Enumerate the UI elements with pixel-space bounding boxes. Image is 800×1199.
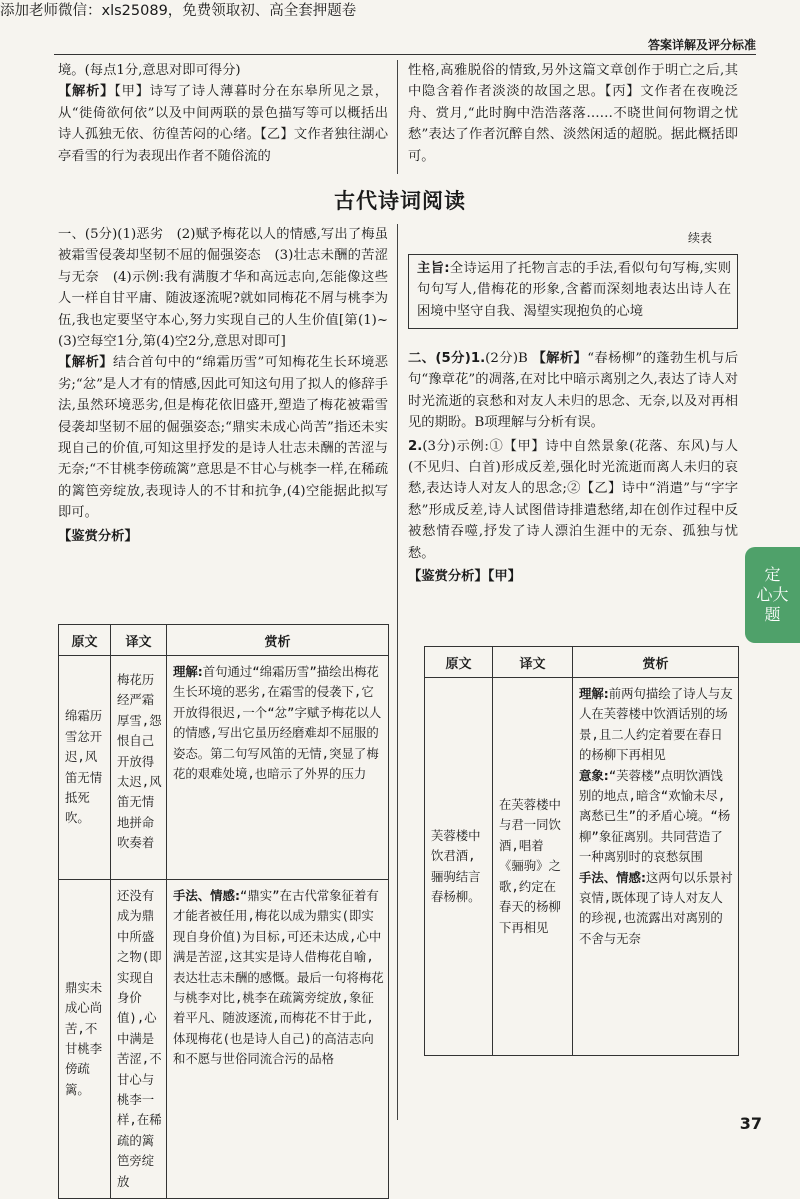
row-label: 手法、情感: [173, 888, 240, 903]
theme-box [408, 254, 738, 329]
row-appreciation: “芙蓉楼”点明饮酒饯别的地点,暗含“欢愉未尽,离愁已生”的矛盾心境。“杨柳”象征离别。共同营造了一种离别时的哀愁氛围 [579, 767, 731, 865]
q2-part2-number: 2. [408, 438, 423, 454]
table-row [59, 880, 389, 1199]
row-translation: 还没有成为鼎中所盛之物(即实现自身价值),心中满是苦涩,不甘心与桃李一样,在稀疏的篱笆旁绽放 [117, 888, 162, 1189]
table-header-row [59, 625, 389, 656]
th-appreciation: 赏析 [167, 625, 389, 656]
row-appreciation: “鼎实”在古代常象征着有才能者被任用,梅花以成为鼎实(即实现自身价值)为目标,可还未达成,心中满是苦涩,这其实是诗人借梅花自喻,表达壮志未酬的感慨。最后一句将梅花与桃李对比,桃李在疏篱旁绽放,象征着平凡、随波逐流,而梅花不甘于此,体现梅花(也是诗人自己)的高洁志向和不愿与世俗同流合污的品格 [173, 888, 384, 1067]
continued-table-label: 续表 [688, 231, 713, 245]
side-tab-text-2: 心大 [756, 585, 789, 604]
th-original: 原文 [425, 647, 493, 678]
row-appreciation: 首句通过“绵霜历雪”描绘出梅花生长环境的恶劣,在霜雪的侵袭下,它开放得很迟,一个“忿”字赋予梅花以人的情感,写出它虽历经磨难却不屈服的姿态。第二句写风笛的无情,突显了梅花的艰难处境,也暗示了外界的压力 [173, 664, 382, 782]
row-label: 手法、情感: [579, 869, 646, 885]
appreciation-label-right: 【鉴赏分析】【甲】 [408, 569, 522, 585]
row-original: 绵霜历雪忿开迟,风笛无情抵死吹。 [65, 708, 103, 826]
q2-part2-body: (3分)示例:①【甲】诗中自然景象(花落、东风)与人(不见归、白首)形成反差,强化时光流逝而离人未归的哀愁,表达诗人对友人的思念;②【乙】诗中“消遣”与“字字愁”形成反差,诗人试图借诗排遣愁绪,却在创作过程中反被愁情吞噬,抒发了诗人漂泊生涯中的无奈、孤独与忧愁。 [408, 438, 738, 561]
top-right-column [408, 60, 738, 167]
side-tab-text-3: 题 [764, 605, 781, 624]
section-side-tab[interactable] [745, 547, 800, 643]
section-title: 古代诗词阅读 [334, 189, 466, 213]
theme-text: 全诗运用了托物言志的手法,看似句句写梅,实则句句写人,借梅花的形象,含蓄而深刻地表达出诗人在困境中坚守自我、渴望实现抱负的心境 [417, 261, 731, 319]
q1-head: 一、(5分)(1)恶劣 (2)赋予梅花以人的情感,写出了梅虽被霜雪侵袭却坚韧不屈的倔强姿态 (3)壮志未酬的苦涩与无奈 (4)示例:我有满腹才华和高远志向,怎能像这些人一样自甘平庸、随波逐流呢?就如同梅花不屑与桃李为伍,我也定要坚守本心,努力实现自己的人生价值[第(1)~(3)空每空1分,第(4)空2分,意思对即可] [58, 227, 388, 350]
table-row [59, 656, 389, 880]
q1-answer [58, 224, 388, 547]
analysis-tag: 【解析】 [58, 84, 115, 100]
watermark: 添加老师微信：xls25089，免费领取初、高全套押题卷 [0, 0, 394, 22]
q2-head: (2分)B [485, 351, 528, 366]
q2-number: 二、(5分)1. [408, 351, 486, 366]
page-header: 答案详解及评分标准 [647, 38, 756, 52]
th-translation: 译文 [493, 647, 573, 678]
row-label: 理解: [579, 686, 609, 701]
th-original: 原文 [59, 625, 111, 656]
left-appreciation-table [58, 624, 389, 1199]
row-translation: 在芙蓉楼中与君一同饮酒,唱着《骊驹》之歌,约定在春天的杨柳下再相见 [499, 797, 561, 935]
side-tab-text-1: 定 [764, 565, 781, 584]
th-appreciation: 赏析 [573, 647, 739, 678]
q2-answer [408, 348, 738, 587]
table-header-row [425, 647, 739, 678]
top-left-body: 【甲】诗写了诗人薄暮时分在东皋所见之景，从“徙倚欲何依”以及中间两联的景色描写等可以概括出诗人孤独无依、彷徨苦闷的心绪。【乙】文作者独往湖心亭看雪的行为表现出作者不随俗流的 [58, 84, 388, 164]
table-row [425, 678, 739, 1056]
row-appreciation: 这两句以乐景衬哀情,既体现了诗人对友人的珍视,也流露出对离别的不舍与无奈 [579, 869, 733, 946]
column-divider-top [397, 60, 398, 174]
q2-analysis-tag: 【解析】 [532, 351, 588, 366]
appreciation-label-left: 【鉴赏分析】 [58, 528, 138, 544]
top-left-column [58, 60, 388, 167]
page-number: 37 [739, 1114, 762, 1133]
q1-body: 结合首句中的“绵霜历雪”可知梅花生长环境恶劣;“忿”是人才有的情感,因此可知这句用了拟人的修辞手法,虽然环境恶劣,但是梅花依旧盛开,塑造了梅花被霜雪侵袭却坚韧不屈的倔强姿态;“鼎实未成心尚苦”指还未实现自己的价值,可知这里抒发的是诗人壮志未酬的苦涩与无奈;“不甘桃李傍疏篱”意思是不甘心与桃李一样,在稀疏的篱笆旁绽放,表现诗人的不甘和抗争,(4)空能据此拟写即可。 [58, 355, 388, 521]
row-label: 意象: [579, 767, 609, 783]
column-divider-main [397, 224, 398, 1120]
row-original: 鼎实未成心尚苦,不甘桃李傍疏篱。 [65, 979, 103, 1097]
q2-body: “春杨柳”的蓬勃生机与后句“豫章花”的凋落,在对比中暗示离别之久,表达了诗人对时光流逝的哀愁和对友人未归的思念、无奈,以及对再相见的期盼。B项理解与分析有误。 [408, 351, 739, 431]
row-label: 理解: [173, 664, 203, 679]
top-left-line1: 境。(每点1分,意思对即可得分) [58, 63, 241, 78]
top-right-body: 性格,高雅脱俗的情致,另外这篇文章创作于明亡之后,其中隐含着作者淡淡的故国之思。【丙】文作者在夜晚泛舟、赏月,“此时胸中浩浩落落……不晓世间何物谓之忧愁”表达了作者沉醉自然、淡然闲适的超脱。据此概括即可。 [408, 63, 738, 164]
q1-analysis-tag: 【解析】 [58, 355, 113, 371]
row-appreciation: 前两句描绘了诗人与友人在芙蓉楼中饮酒话别的场景,且二人约定着要在春日的杨柳下再相见 [579, 686, 733, 763]
th-translation: 译文 [111, 625, 167, 656]
row-original: 芙蓉楼中饮君酒,骊驹结言春杨柳。 [431, 827, 481, 904]
theme-label: 主旨: [417, 261, 450, 276]
header-rule [54, 54, 756, 55]
row-translation: 梅花历经严霜厚雪,怨恨自己开放得太迟,风笛无情地拼命吹奏着 [117, 672, 162, 851]
right-appreciation-table [424, 646, 739, 1056]
